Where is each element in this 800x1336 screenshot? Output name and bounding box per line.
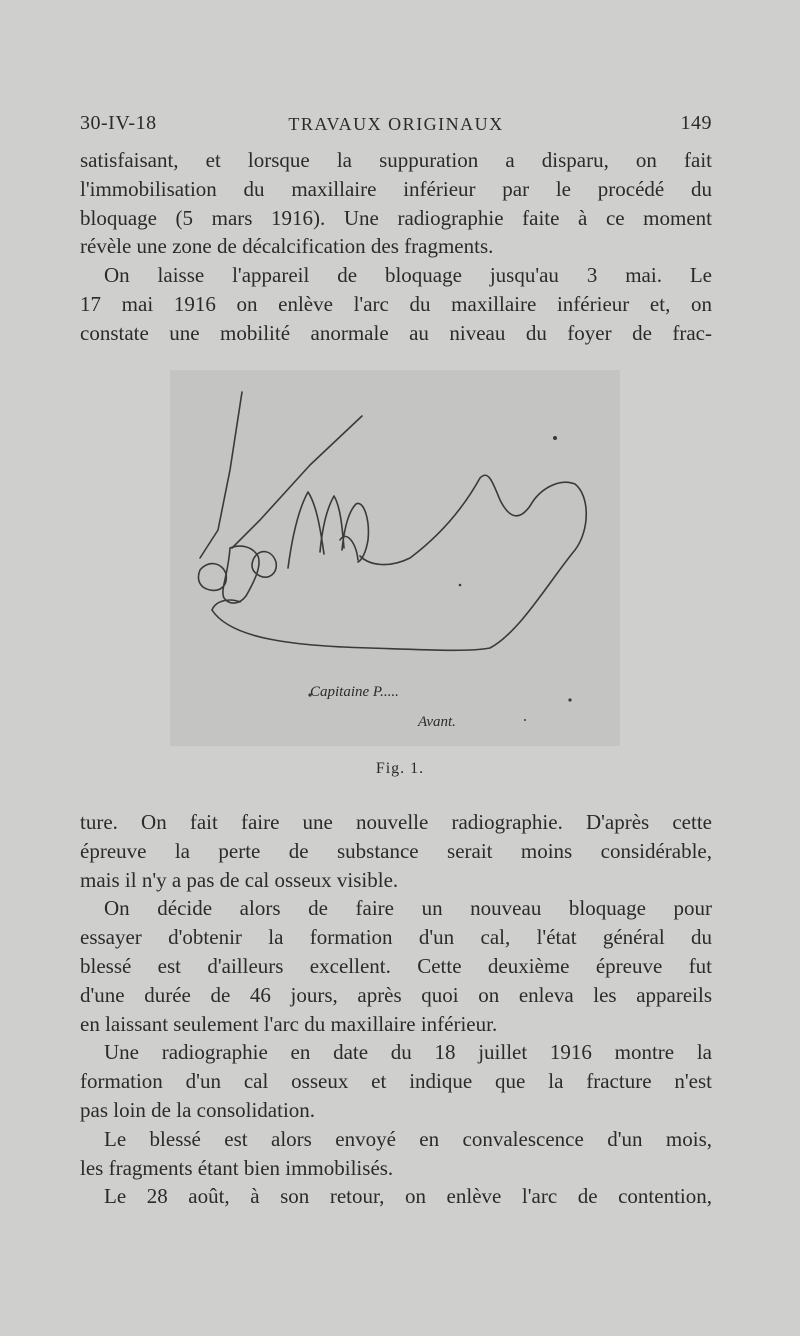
header-date: 30-IV-18 xyxy=(80,112,157,134)
text-block-bottom xyxy=(80,808,712,1211)
paragraph-line: On laisse l'appareil de bloquage jusqu'au 3 mai. Le xyxy=(104,263,712,288)
paragraph-line: Le 28 août, à son retour, on enlève l'arc de contention, xyxy=(104,1184,712,1209)
header-title: TRAVAUX ORIGINAUX xyxy=(288,114,504,134)
page-number: 149 xyxy=(680,112,712,134)
paragraph-line: les fragments étant bien immobilisés. xyxy=(80,1155,394,1180)
running-header xyxy=(80,112,712,140)
figure-caption: Fig. 1. xyxy=(375,760,425,777)
paragraph-line: ture. On fait faire une nouvelle radiographie. D'après cette xyxy=(80,810,712,834)
figure-label-direction: Avant. xyxy=(418,714,456,730)
figure-jaw-radiograph xyxy=(170,370,620,746)
paragraph-line: On décide alors de faire un nouveau bloquage pour xyxy=(104,896,712,921)
paragraph-line: constate une mobilité anormale au niveau du foyer de frac- xyxy=(80,320,712,345)
paragraph-line: Le blessé est alors envoyé en convalescence d'un mois, xyxy=(104,1126,712,1151)
paragraph-line: révèle une zone de décalcification des fragments. xyxy=(80,234,494,259)
paragraph-line: pas loin de la consolidation. xyxy=(80,1097,316,1122)
paragraph-line: bloquage (5 mars 1916). Une radiographie faite à ce moment xyxy=(80,205,712,230)
paragraph-line: blessé est d'ailleurs excellent. Cette deuxième épreuve fut xyxy=(80,953,712,978)
paragraph-line: 17 mai 1916 on enlève l'arc du maxillaire inférieur et, on xyxy=(80,291,712,316)
figure-label-name: Capitaine P..... xyxy=(310,684,399,700)
paragraph-line: satisfaisant, et lorsque la suppuration a disparu, on fait xyxy=(80,148,712,172)
paragraph-line: l'immobilisation du maxillaire inférieur par le procédé du xyxy=(80,176,712,201)
paragraph-line: mais il n'y a pas de cal osseux visible. xyxy=(80,867,399,892)
paragraph-line: épreuve la perte de substance serait moins considérable, xyxy=(80,838,712,863)
paragraph-line: formation d'un cal osseux et indique que la fracture n'est xyxy=(80,1069,712,1094)
paragraph-line: essayer d'obtenir la formation d'un cal, l'état général du xyxy=(80,925,712,950)
paragraph-line: en laissant seulement l'arc du maxillaire inférieur. xyxy=(80,1011,498,1036)
text-block-top xyxy=(80,146,712,348)
paragraph-line: Une radiographie en date du 18 juillet 1916 montre la xyxy=(104,1040,712,1065)
paragraph-line: d'une durée de 46 jours, après quoi on enleva les appareils xyxy=(80,982,712,1007)
